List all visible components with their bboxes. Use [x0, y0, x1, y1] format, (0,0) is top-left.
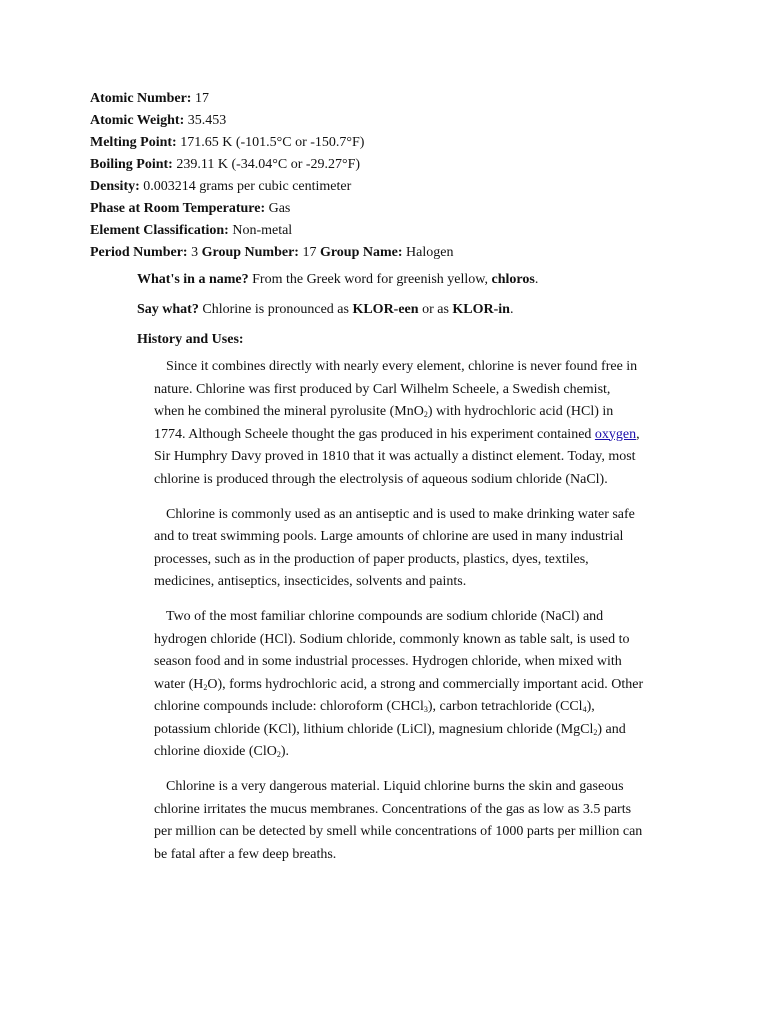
- history-paragraph-1: [154, 356, 644, 491]
- history-paragraph-2: Chlorine is commonly used as an antiseptic and is used to make drinking water safe and to treat swimming pools. Large amounts of chlorine are used in many industrial processes, such as in the production of paper products, plastics, dyes, textiles, medicines, antiseptics, insecticides, solvents and paints.: [154, 506, 635, 589]
- pronunciation: [137, 299, 657, 321]
- fact-boiling-point: [90, 154, 690, 176]
- history-section: [154, 356, 644, 879]
- pronunciation-first: KLOR-een: [352, 302, 419, 317]
- fact-label: Atomic Number:: [90, 91, 192, 106]
- fact-classification: [90, 220, 690, 242]
- fact-value: 3: [191, 245, 199, 260]
- history-paragraph-4: Chlorine is a very dangerous material. Liquid chlorine burns the skin and gaseous chlorine irritates the mucus membranes. Concentrations of the gas as low as 3.5 parts per million can be detected by smell while concentrations of 1000 parts per million can be fatal after a few deep breaths.: [154, 779, 643, 862]
- pronunciation-end: .: [509, 302, 514, 317]
- oxygen-link[interactable]: oxygen: [594, 426, 637, 442]
- history-p3-part-f: ).: [280, 744, 290, 759]
- name-origin-end: .: [534, 272, 539, 287]
- history-p3-part-d: ), potassium chloride (KCl), lithium chloride (LiCl), magnesium chloride (MgCl: [154, 699, 595, 737]
- pronunciation-text: Chlorine is pronounced as: [202, 302, 349, 317]
- history-paragraph-3: [154, 606, 644, 764]
- fact-density: [90, 176, 690, 198]
- element-facts: [90, 88, 690, 264]
- fact-atomic-number: [90, 88, 690, 110]
- fact-value: 17: [194, 91, 209, 106]
- fact-value: 171.65 K (-101.5°C or -150.7°F): [180, 135, 365, 150]
- name-origin-word: chloros: [491, 272, 535, 287]
- fact-phase: [90, 198, 690, 220]
- fact-value: 17: [302, 245, 317, 260]
- fact-period-group: [90, 242, 690, 264]
- name-origin: [137, 269, 657, 291]
- pronunciation-label: Say what?: [137, 302, 199, 317]
- subscript: 3: [423, 705, 428, 714]
- history-p3-part-b: O), forms hydrochloric acid, a strong and commercially important acid. Other chlorine compounds include: chloroform (CHCl: [154, 676, 644, 714]
- fact-label: Group Name:: [319, 245, 403, 260]
- history-p1-part-a: Since it combines directly with nearly every element, chlorine is never found free in nature. Chlorine was first produced by Carl Wilhelm Scheele, a Swedish chemist, when he combined the mineral pyrolusite (MnO: [154, 359, 638, 419]
- history-heading: History and Uses:: [137, 332, 244, 347]
- fact-value: 239.11 K (-34.04°C or -29.27°F): [176, 157, 361, 172]
- pronunciation-second: KLOR-in: [452, 302, 510, 317]
- subscript: 4: [582, 705, 587, 714]
- fact-label: Melting Point:: [90, 135, 177, 150]
- fact-melting-point: [90, 132, 690, 154]
- fact-value: 35.453: [187, 113, 227, 128]
- fact-label: Density:: [90, 179, 140, 194]
- fact-label: Period Number:: [90, 245, 188, 260]
- history-p1-part-b: ) with hydrochloric acid (HCl) in 1774. Although Scheele thought the gas produced in his experiment contained: [154, 404, 614, 442]
- history-p3-part-e: ) and chlorine dioxide (ClO: [154, 721, 626, 759]
- fact-label: Phase at Room Temperature:: [90, 201, 266, 216]
- fact-value: Gas: [268, 201, 291, 216]
- fact-label: Atomic Weight:: [90, 113, 185, 128]
- subscript: 2: [423, 410, 428, 419]
- subscript: 2: [593, 727, 598, 737]
- history-p3-part-a: Two of the most familiar chlorine compounds are sodium chloride (NaCl) and hydrogen chloride (HCl). Sodium chloride, commonly known as table salt, is used to season food and in some industrial processes. Hydrogen chloride, when mixed with water (H: [154, 609, 630, 692]
- subscript: 2: [276, 750, 281, 759]
- fact-value: Halogen: [406, 245, 454, 260]
- fact-value: Non-metal: [232, 223, 293, 238]
- history-p1-part-c: , Sir Humphry Davy proved in 1810 that it was actually a distinct element. Today, most chlorine is produced through the electrolysis of aqueous sodium chloride (NaCl).: [154, 426, 640, 487]
- fact-label: Group Number:: [201, 245, 299, 260]
- subscript: 2: [203, 682, 208, 692]
- history-p3-part-c: ), carbon tetrachloride (CCl: [427, 699, 583, 714]
- name-origin-label: What's in a name?: [137, 272, 249, 287]
- name-origin-text: From the Greek word for greenish yellow,: [252, 272, 488, 287]
- fact-label: Boiling Point:: [90, 157, 173, 172]
- fact-atomic-weight: [90, 110, 690, 132]
- name-section: [137, 269, 657, 359]
- fact-label: Element Classification:: [90, 223, 229, 238]
- pronunciation-connector: or as: [422, 302, 449, 317]
- fact-value: 0.003214 grams per cubic centimeter: [143, 179, 352, 194]
